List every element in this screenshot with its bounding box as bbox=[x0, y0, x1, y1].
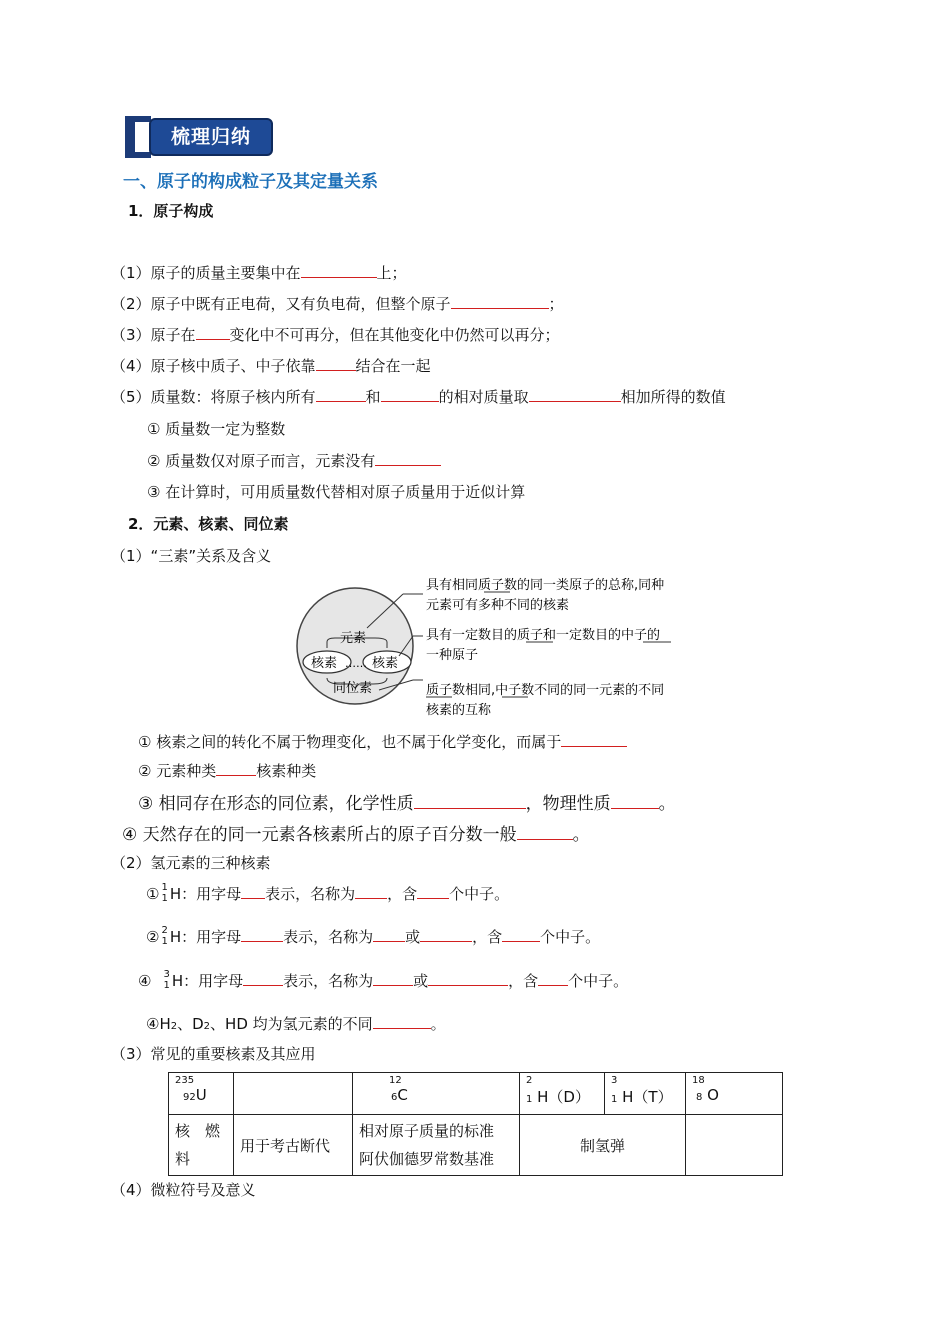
line-7: （2）氢元素的三种核素 bbox=[111, 854, 271, 872]
three-elements-diagram bbox=[295, 572, 695, 722]
badge-label: 梳理归纳 bbox=[149, 118, 273, 156]
diagram-def-2a: 具有一定数目的质子和一定数目的中子的 bbox=[426, 628, 661, 643]
line-4: （4）原子核中质子、中子依靠 结合在一起 bbox=[111, 357, 431, 375]
line-3: （3）原子在 变化中不可再分，但在其他变化中仍然可以再分； bbox=[111, 326, 560, 344]
line-6: （1）“三素”关系及含义 bbox=[111, 547, 272, 565]
table-cell: 用于考古断代 bbox=[234, 1115, 353, 1176]
line-5b: ② 质量数仅对原子而言，元素没有 bbox=[147, 450, 441, 471]
hydrogen-line-2: ② 2 1 H：用字母 表示，名称为 或 ，含 个中子。 bbox=[146, 925, 601, 947]
point-4: ④ 天然存在的同一元素各核素所占的原子百分数一般 。 bbox=[122, 820, 590, 845]
table-cell: 核 燃 料 bbox=[169, 1115, 234, 1176]
table-cell bbox=[686, 1115, 783, 1176]
line-1: （1）原子的质量主要集中在 上； bbox=[111, 264, 407, 282]
section-badge bbox=[125, 116, 275, 158]
diagram-def-3b: 核素的互称 bbox=[426, 703, 492, 718]
line-2: （2）原子中既有正电荷，又有负电荷，但整个原子 ； bbox=[111, 295, 564, 313]
diagram-dots: …… bbox=[345, 657, 367, 670]
point-2: ② 元素种类 核素种类 bbox=[138, 762, 317, 780]
section-title-1: 一、原子的构成粒子及其定量关系 bbox=[123, 172, 378, 192]
diagram-tongweisu: 同位素 bbox=[333, 681, 373, 696]
line-5c: ③ 在计算时，可用质量数代替相对原子质量用于近似计算 bbox=[147, 483, 526, 501]
line-8: （3）常见的重要核素及其应用 bbox=[111, 1045, 316, 1063]
diagram-yuansu: 元素 bbox=[340, 631, 367, 646]
table-row bbox=[169, 1073, 783, 1115]
table-cell: 18 8 O bbox=[686, 1073, 783, 1115]
table-cell: 2 1 H（D） bbox=[520, 1073, 605, 1115]
hydrogen-line-4: ④H2、D2、HD 均为氢元素的不同 。 bbox=[146, 1015, 446, 1033]
line-9: （4）微粒符号及意义 bbox=[111, 1181, 256, 1199]
diagram-hesu-left: 核素 bbox=[311, 656, 338, 671]
table-cell bbox=[234, 1073, 353, 1115]
table-cell: 12 6C bbox=[353, 1073, 520, 1115]
diagram-def-1a: 具有相同质子数的同一类原子的总称,同种 bbox=[426, 578, 665, 593]
table-cell: 3 1 H（T） bbox=[605, 1073, 686, 1115]
point-3: ③ 相同存在形态的同位素，化学性质 ，物理性质 。 bbox=[138, 789, 676, 814]
nuclide-table bbox=[168, 1072, 783, 1176]
diagram-hesu-right: 核素 bbox=[372, 656, 399, 671]
table-cell: 235 92U bbox=[169, 1073, 234, 1115]
line-5a: ① 质量数一定为整数 bbox=[147, 420, 286, 438]
diagram-def-2b: 一种原子 bbox=[426, 648, 479, 663]
table-row bbox=[169, 1115, 783, 1176]
diagram-def-3a: 质子数相同,中子数不同的同一元素的不同 bbox=[426, 683, 665, 698]
point-1: ① 核素之间的转化不属于物理变化，也不属于化学变化，而属于 bbox=[138, 731, 627, 752]
table-cell: 制氢弹 bbox=[520, 1115, 686, 1176]
diagram-def-1b: 元素可有多种不同的核素 bbox=[426, 598, 570, 613]
hydrogen-line-3: ④ 3 1 H：用字母 表示，名称为 或 ，含 个中子。 bbox=[138, 969, 629, 991]
table-cell: 相对原子质量的标准 阿伏伽德罗常数基准 bbox=[353, 1115, 520, 1176]
line-5: （5）质量数：将原子核内所有 和 的相对质量取 相加所得的数值 bbox=[111, 388, 726, 406]
subsection-title-1: 1．原子构成 bbox=[128, 202, 214, 220]
subsection-title-2: 2．元素、核素、同位素 bbox=[128, 515, 289, 533]
hydrogen-line-1: ① 1 1 H：用字母 表示，名称为 ，含 个中子。 bbox=[146, 882, 510, 904]
